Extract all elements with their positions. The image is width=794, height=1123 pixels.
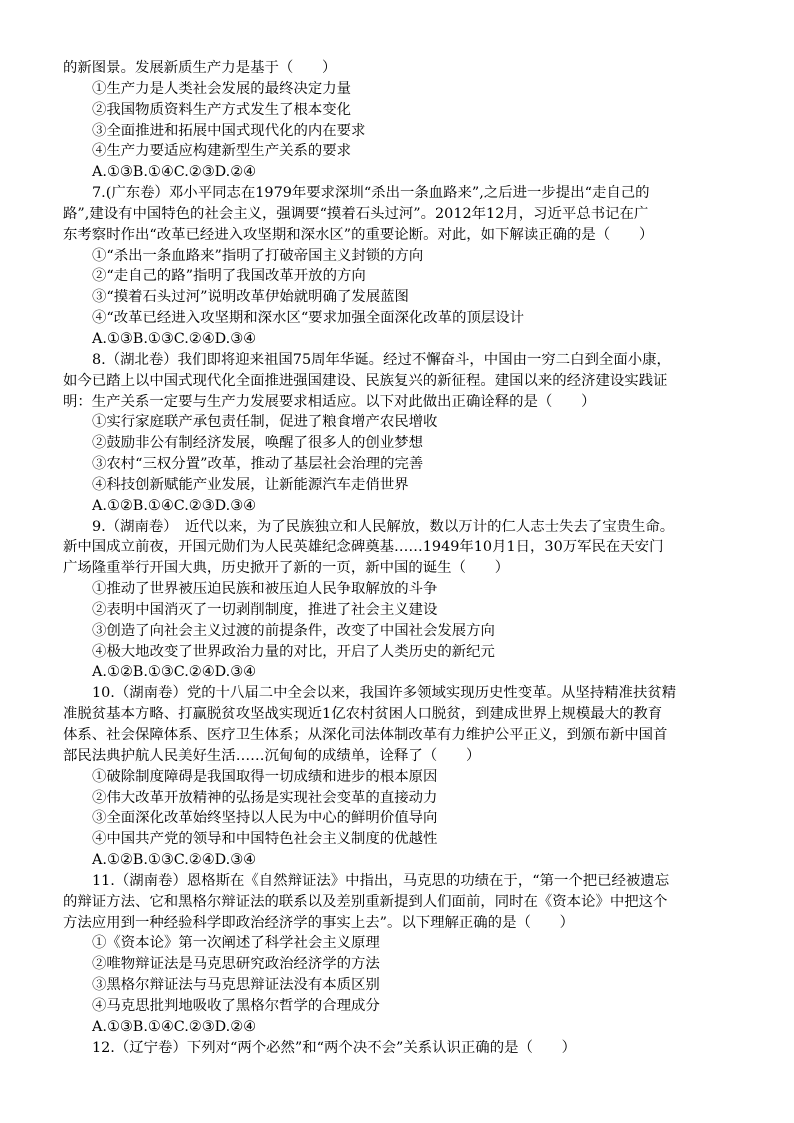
answer-option: ②鼓励非公有制经济发展，唤醒了很多人的创业梦想 — [92, 435, 423, 452]
question-text-line: 广场隆重举行开国大典，历史掀开了新的一页，新中国的诞生（ ） — [63, 560, 510, 577]
answer-option: ②我国物质资料生产方式发生了根本变化 — [92, 101, 352, 118]
document-page — [63, 58, 743, 1059]
answer-option: ③全面推进和拓展中国式现代化的内在要求 — [92, 122, 366, 139]
answer-option: ④极大地改变了世界政治力量的对比，开启了人类历史的新纪元 — [92, 643, 495, 660]
answer-choices: A.①②B.①③C.②④D.③④ — [92, 664, 256, 681]
question-stem: 7.(广东卷）邓小平同志在1979年要求深圳“杀出一条血路来”,之后进一步提出“走自己的 — [92, 185, 650, 202]
answer-option: ①生产力是人类社会发展的最终决定力量 — [92, 80, 352, 97]
answer-choices: A.①③B.①④C.②③D.②④ — [92, 164, 256, 181]
answer-option: ①实行家庭联产承包责任制，促进了粮食增产农民增收 — [92, 414, 438, 431]
answer-choices: A.①②B.①④C.②③D.③④ — [92, 497, 256, 514]
question-stem: 9.（湖南卷） 近代以来，为了民族独立和人民解放，数以万计的仁人志士失去了宝贵生命。 — [92, 518, 675, 535]
question-text-line: 部民法典护航人民美好生活……沉甸甸的成绩单，诠释了（ ） — [63, 747, 481, 764]
answer-option: ①《资本论》第一次阐述了科学社会主义原理 — [92, 935, 380, 952]
question-text-line: 如今已踏上以中国式现代化全面推进强国建设、民族复兴的新征程。建国以来的经济建设实践证 — [63, 372, 668, 389]
answer-choices: A.①③B.①④C.②③D.②④ — [92, 1018, 256, 1035]
question-stem: 10.（湖南卷）党的十八届二中全会以来，我国许多领域实现历史性变革。从坚持精准扶贫精 — [92, 685, 677, 702]
answer-option: ③黑格尔辩证法与马克思辩证法没有本质区别 — [92, 977, 380, 994]
answer-option: ④马克思批判地吸收了黑格尔哲学的合理成分 — [92, 997, 380, 1014]
answer-option: ②伟大改革开放精神的弘扬是实现社会变革的直接动力 — [92, 789, 438, 806]
question-stem: 12.（辽宁卷）下列对“两个必然”和“两个决不会”关系认识正确的是（ ） — [92, 1039, 577, 1056]
answer-option: ②表明中国消灭了一切剥削制度，推进了社会主义建设 — [92, 601, 438, 618]
answer-choices: A.①②B.①③C.②④D.③④ — [92, 852, 256, 869]
question-stem: 11.（湖南卷）恩格斯在《自然辩证法》中指出，马克思的功绩在于，“第一个把已经被遗忘 — [92, 872, 670, 889]
answer-option: ④“改革已经进入攻坚期和深水区“要求加强全面深化改革的顶层设计 — [92, 310, 525, 327]
question-text-line: 新中国成立前夜，开国元勋们为人民英雄纪念碑奠基……1949年10月1日，30万军民在天安门 — [63, 539, 664, 556]
question-text-line: 体系、社会保障体系、医疗卫生体系；从深化司法体制改革有力维护公平正义，到颁布新中国首 — [63, 727, 668, 743]
answer-option: ④科技创新赋能产业发展，让新能源汽车走俏世界 — [92, 476, 409, 493]
answer-option: ③农村“三权分置”改革，推动了基层社会治理的完善 — [92, 456, 424, 473]
question-text-line: 路”,建设有中国特色的社会主义，强调要“摸着石头过河”。2012年12月，习近平总书记在广 — [63, 205, 649, 222]
answer-option: ①破除制度障碍是我国取得一切成绩和进步的根本原因 — [92, 768, 438, 785]
question-text-line: 准脱贫基本方略、打赢脱贫攻坚战实现近1亿农村贫困人口脱贫，到建成世界上规模最大的教育 — [63, 706, 663, 723]
question-text-line: 明：生产关系一定要与生产力发展要求相适应。以下对此做出正确诠释的是（ ） — [63, 393, 596, 410]
question-text-line: 的辩证方法、它和黑格尔辩证法的联系以及差别重新提到人们面前，同时在《资本论》中把这个 — [63, 893, 668, 910]
answer-option: ④中国共产党的领导和中国特色社会主义制度的优越性 — [92, 831, 438, 848]
question-text-line: 东考察时作出“改革已经进入攻坚期和深水区”的重要论断。对此，如下解读正确的是（ ） — [63, 226, 654, 243]
answer-option: ④生产力要适应构建新型生产关系的要求 — [92, 143, 352, 160]
question-text-line: 的新图景。发展新质生产力是基于（ ） — [63, 60, 337, 76]
answer-option: ③“摸着石头过河”说明改革伊始就明确了发展蓝图 — [92, 289, 409, 306]
answer-option: ①“杀出一条血路来”指明了打破帝国主义封锁的方向 — [92, 247, 424, 264]
answer-choices: A.①③B.①③C.②④D.③④ — [92, 330, 256, 347]
answer-option: ②“走自己的路”指明了我国改革开放的方向 — [92, 268, 366, 285]
answer-option: ③创造了向社会主义过渡的前提条件，改变了中国社会发展方向 — [92, 622, 495, 639]
answer-option: ①推动了世界被压迫民族和被压迫人民争取解放的斗争 — [92, 581, 438, 598]
question-text-line: 方法应用到一种经验科学即政治经济学的事实上去”。以下理解正确的是（ ） — [63, 914, 575, 931]
question-stem: 8.（湖北卷）我们即将迎来祖国75周年华诞。经过不懈奋斗，中国由一穷二白到全面小康， — [92, 351, 671, 368]
answer-option: ②唯物辩证法是马克思研究政治经济学的方法 — [92, 956, 380, 973]
answer-option: ③全面深化改革始终坚持以人民为中心的鲜明价值导向 — [92, 810, 438, 827]
